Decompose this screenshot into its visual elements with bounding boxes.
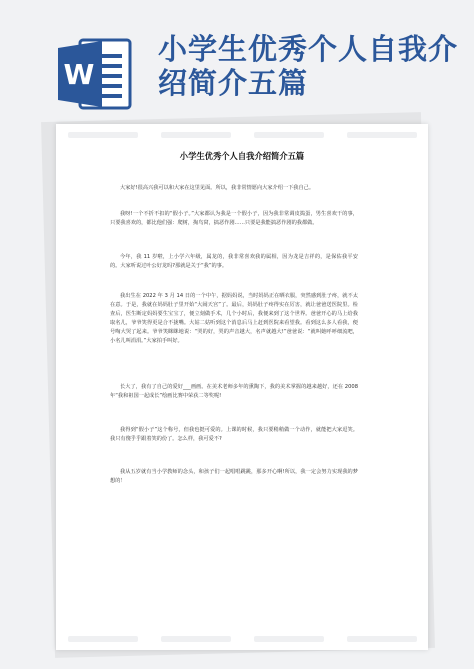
paragraph-greeting: 大家好!很高兴我可以和大家在这里见面。所以，我非常情愿向大家介绍一下我自己。 <box>120 185 315 191</box>
paragraph-age: 今年，我 11 岁啦，上小学六年级，属龙的，我非常喜欢我的属相，因为龙是吉祥的，是保佑我平安的。大家听说过叶公好龙吗?那就是关于“我”的事。 <box>110 254 358 269</box>
paragraph-hobby: 长大了，我有了自己的爱好___画画。在美术老师多年的熏陶下，我的美术掌握的越来越好，还在 2008 年“我和祖国一起成长”绘画比赛中荣获二等奖呢! <box>110 384 358 399</box>
word-logo-letter: W <box>63 58 95 91</box>
paragraph-cute: 我得到“假小子”这个称号，但我也挺可爱的。上课的时候，我只要稍稍做一个动作，就能把大家逗笑。我只有傻乎乎跟着笑的份了。怎么样，我可爱不? <box>110 427 358 442</box>
word-document-icon <box>58 38 132 110</box>
banner-title: 小学生优秀个人自我介绍简介五篇 <box>158 32 459 100</box>
watermark-row <box>56 132 428 142</box>
paragraph-birth: 我出生在 2022 年 3 月 14 日的一个中午，据妈妈说，当时妈妈正在晒衣服，突然感到肚子疼，就不太在意。于是，我就在妈妈肚子里开始“大闹天宫”了。最后，妈妈肚子疼得实在厉害，就让爸爸送医院里。检查后，医生断定妈妈要生宝宝了，便立刻做手术，几个小时后，我便来到了这个世界。爸爸开心的马上给我取名儿，爷爷笑得更是合不拢嘴。大姑二姑听到这个消息后马上赶到医院来看望我。看到这么多人看我，便号啕大哭了起来。爷爷笑眯眯地说：“哭的好，哭的声音越大，名声就越大!”爸爸说：“就叫她呼呼细流吧，小名儿叫涓涓。”大家拍手叫好。 <box>110 293 358 344</box>
watermark-row <box>56 636 428 646</box>
paragraph-dream: 我从五岁就有当小学教师的念头，和孩子们一起唱唱跳跳，那多开心啊!所以，我一定会努力实现我的梦想的！ <box>110 469 358 484</box>
paragraph-tomboy: 我呀!一个不折不扣的“假小子。”大家都认为我是一个假小子，因为我非常调皮捣蛋，男生喜欢干的事，只要我喜欢的，都比他们强：爬树，掏鸟窝，搞恶作剧……只要是我能搞恶作剧的我都做。 <box>110 211 358 226</box>
document-page <box>56 124 428 650</box>
document-title: 小学生优秀个人自我介绍简介五篇 <box>179 151 305 161</box>
